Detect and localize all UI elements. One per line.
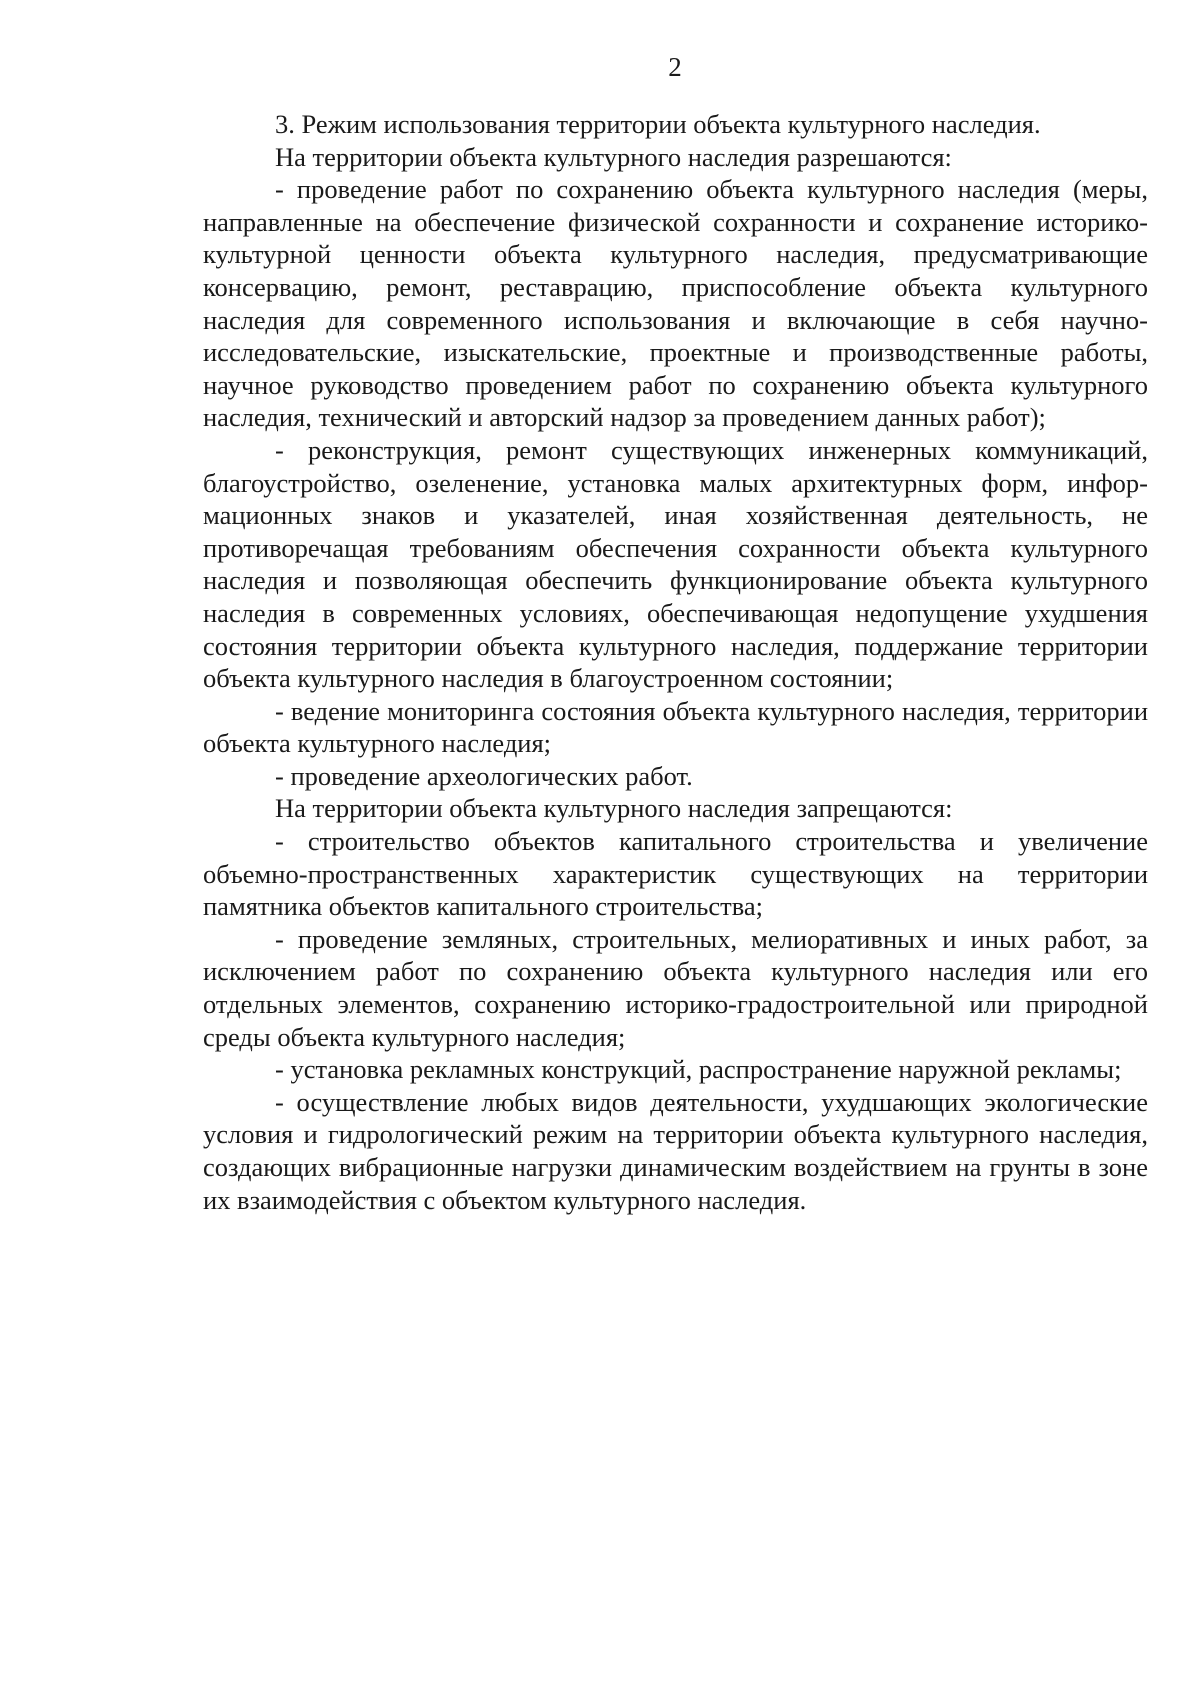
prohibited-item: - установка рекламных конструкций, распространение наружной рекламы;	[275, 1054, 1122, 1085]
prohibited-intro: На территории объекта культурного наследия запрещаются:	[275, 793, 953, 824]
permitted-item: - реконструкция, ремонт существующих инженерных коммуникаций, благоустройство, озеленение, установка малых архитектурных форм, информационных знаков и указателей, иная хозяйственная деятельность, не противоречащая требованиям обеспечения сохранности объекта культурного наследия и позволяющая обеспечить функционирование объекта культурного наследия в современных условиях, обеспечивающая недопущение ухудшения состояния территории объекта культурного наследия, поддержание территории объекта культурного наследия в благоустроенном состоянии;	[203, 434, 1148, 694]
page-number: 2	[668, 52, 682, 82]
prohibited-item: - проведение земляных, строительных, мелиоративных и иных работ, за исключением работ по сохранению объекта культурного наследия или его отдельных элементов, сохранению историко-градостроительной или природной среды объекта культурного наследия;	[203, 923, 1148, 1052]
prohibited-item: - строительство объектов капитального строительства и увеличение объемно-пространственных характеристик существующих на территории памятника объектов капитального строительства;	[203, 826, 1148, 922]
document-body	[203, 108, 1148, 1216]
permitted-item: - ведение мониторинга состояния объекта культурного наследия, территории объекта культурного наследия;	[203, 695, 1148, 759]
permitted-intro: На территории объекта культурного наследия разрешаются:	[275, 141, 952, 172]
permitted-item: - проведение работ по сохранению объекта культурного наследия (меры, направленные на обеспечение физической сохранности и сохранение историко-культурной ценности объекта культурного наследия, предусматривающие консервацию, ремонт, реставрацию, приспособление объекта культурного наследия для современного использования и включающие в себя научно-исследовательские, изыскательские, проектные и производственные работы, научное руководство проведением работ по сохранению объекта культурного наследия, технический и авторский надзор за проведением данных работ);	[203, 174, 1148, 433]
permitted-item: - проведение археологических работ.	[275, 760, 693, 791]
section-heading: 3. Режим использования территории объекта культурного наследия.	[275, 109, 1041, 139]
prohibited-item: - осуществление любых видов деятельности, ухудшающих экологические условия и гидрологический режим на территории объекта культурного наследия, создающих вибрационные нагрузки динамическим воздействием на грунты в зоне их взаимодействия с объектом культурного наследия.	[203, 1086, 1148, 1215]
